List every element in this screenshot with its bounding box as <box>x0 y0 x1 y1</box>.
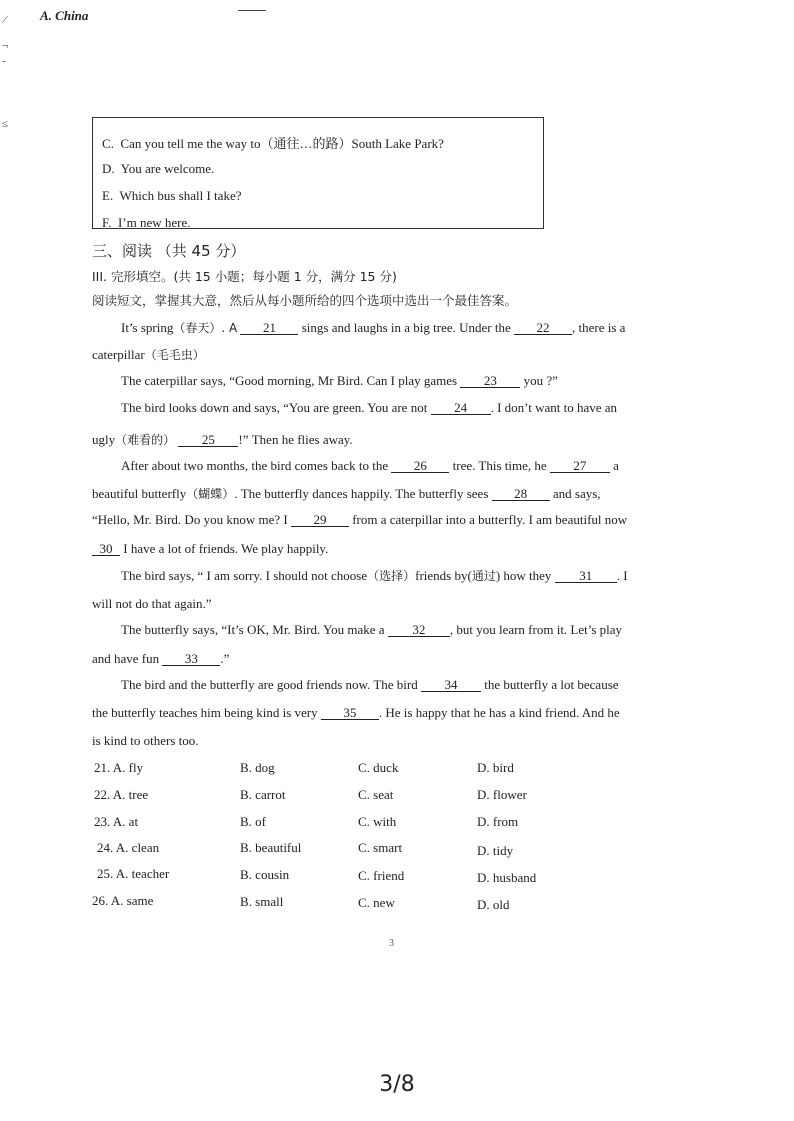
margin-scribble-icon: - <box>2 55 6 67</box>
choice-b[interactable]: B. dog <box>240 760 275 775</box>
passage-line: will not do that again.” <box>92 596 212 611</box>
margin-scribble-icon: ⁄ <box>4 14 6 26</box>
blank-25[interactable]: 25 <box>178 433 238 447</box>
passage-line: caterpillar（毛毛虫） <box>92 347 205 362</box>
blank-22[interactable]: 22 <box>514 321 572 335</box>
dialogue-option-f: F. I’m new here. <box>102 215 191 230</box>
dialogue-option-d: D. You are welcome. <box>102 161 215 176</box>
choice-c[interactable]: C. friend <box>358 868 405 883</box>
passage-line: the butterfly teaches him being kind is very 35 . He is happy that he has a kind friend. And he <box>92 705 620 720</box>
choice-c[interactable]: C. duck <box>358 760 399 775</box>
blank-29[interactable]: 29 <box>291 513 349 527</box>
passage-line: ugly（难看的） 25 !” Then he flies away. <box>92 432 353 447</box>
question-number: 21. A. fly <box>94 760 144 775</box>
blank-28[interactable]: 28 <box>492 487 550 501</box>
page-indicator: 3/8 <box>379 1072 415 1097</box>
passage-line: The butterfly says, “It’s OK, Mr. Bird. You make a 32 , but you learn from it. Let’s play <box>121 622 623 637</box>
header-option: A. China <box>40 8 89 23</box>
choice-c[interactable]: C. new <box>358 895 395 910</box>
choice-b[interactable]: B. small <box>240 894 284 909</box>
passage-line: 30 I have a lot of friends. We play happily. <box>92 541 328 557</box>
margin-scribble-icon: ¬ <box>2 40 9 52</box>
passage-line: is kind to others too. <box>92 733 199 748</box>
blank-32[interactable]: 32 <box>388 623 450 637</box>
choice-b[interactable]: B. of <box>240 814 266 829</box>
choice-c[interactable]: C. with <box>358 814 397 829</box>
passage-line: After about two months, the bird comes back to the 26 tree. This time, he 27 a <box>121 458 619 473</box>
passage-line: “Hello, Mr. Bird. Do you know me? I 29 from a caterpillar into a butterfly. I am beautiful now <box>92 512 628 527</box>
choice-d[interactable]: D. tidy <box>477 843 514 858</box>
passage-line: The bird looks down and says, “You are green. You are not 24 . I don’t want to have an <box>121 400 618 415</box>
margin-scribble-icon: ≤ <box>2 118 9 130</box>
blank-35[interactable]: 35 <box>321 706 379 720</box>
dialogue-options-box <box>92 117 544 229</box>
choice-b[interactable]: B. carrot <box>240 787 286 802</box>
question-number: 22. A. tree <box>94 787 149 802</box>
choice-c[interactable]: C. seat <box>358 787 394 802</box>
blank-24[interactable]: 24 <box>431 401 491 415</box>
choice-c[interactable]: C. smart <box>358 840 403 855</box>
section-title: 三、阅读 （共 45 分） <box>92 242 246 260</box>
choice-d[interactable]: D. bird <box>477 760 514 775</box>
passage-line: beautiful butterfly（蝴蝶）. The butterfly dances happily. The butterfly sees 28 and says, <box>92 486 601 501</box>
section-instruction: 阅读短文，掌握其大意，然后从每小题所给的四个选项中选出一个最佳答案。 <box>92 293 518 308</box>
passage-line: The bird and the butterfly are good friends now. The bird 34 the butterfly a lot because <box>121 677 619 692</box>
choice-b[interactable]: B. cousin <box>240 867 290 882</box>
question-number: 24. A. clean <box>97 840 160 855</box>
question-number: 23. A. at <box>94 814 139 829</box>
blank-30[interactable]: 30 <box>92 542 120 556</box>
choice-b[interactable]: B. beautiful <box>240 840 302 855</box>
page-number: 3 <box>389 938 394 949</box>
blank-27[interactable]: 27 <box>550 459 610 473</box>
question-number: 25. A. teacher <box>97 866 170 881</box>
blank-34[interactable]: 34 <box>421 678 481 692</box>
choice-d[interactable]: D. old <box>477 897 510 912</box>
blank-23[interactable]: 23 <box>460 374 520 388</box>
section-subtitle: III. 完形填空。(共 15 小题；每小题 1 分，满分 15 分) <box>92 269 397 284</box>
passage-line: and have fun 33 .” <box>92 651 230 666</box>
choice-d[interactable]: D. flower <box>477 787 527 802</box>
blank-26[interactable]: 26 <box>391 459 449 473</box>
choice-d[interactable]: D. husband <box>477 870 537 885</box>
passage-line: The caterpillar says, “Good morning, Mr Bird. Can I play games 23 you ?” <box>121 373 558 388</box>
dialogue-option-c: C. Can you tell me the way to（通往…的路）South Lake Park? <box>102 136 444 151</box>
choice-d[interactable]: D. from <box>477 814 519 829</box>
dialogue-option-e: E. Which bus shall I take? <box>102 188 242 203</box>
question-number: 26. A. same <box>92 893 154 908</box>
blank-31[interactable]: 31 <box>555 569 617 583</box>
passage-line: It’s spring（春天）. A 21 sings and laughs in a big tree. Under the 22 , there is a <box>121 320 626 335</box>
blank-33[interactable]: 33 <box>162 652 220 666</box>
blank-21[interactable]: 21 <box>240 321 298 335</box>
passage-line: The bird says, “ I am sorry. I should not choose（选择）friends by(通过) how they 31 . I <box>121 568 628 583</box>
top-dash-mark <box>238 10 266 11</box>
